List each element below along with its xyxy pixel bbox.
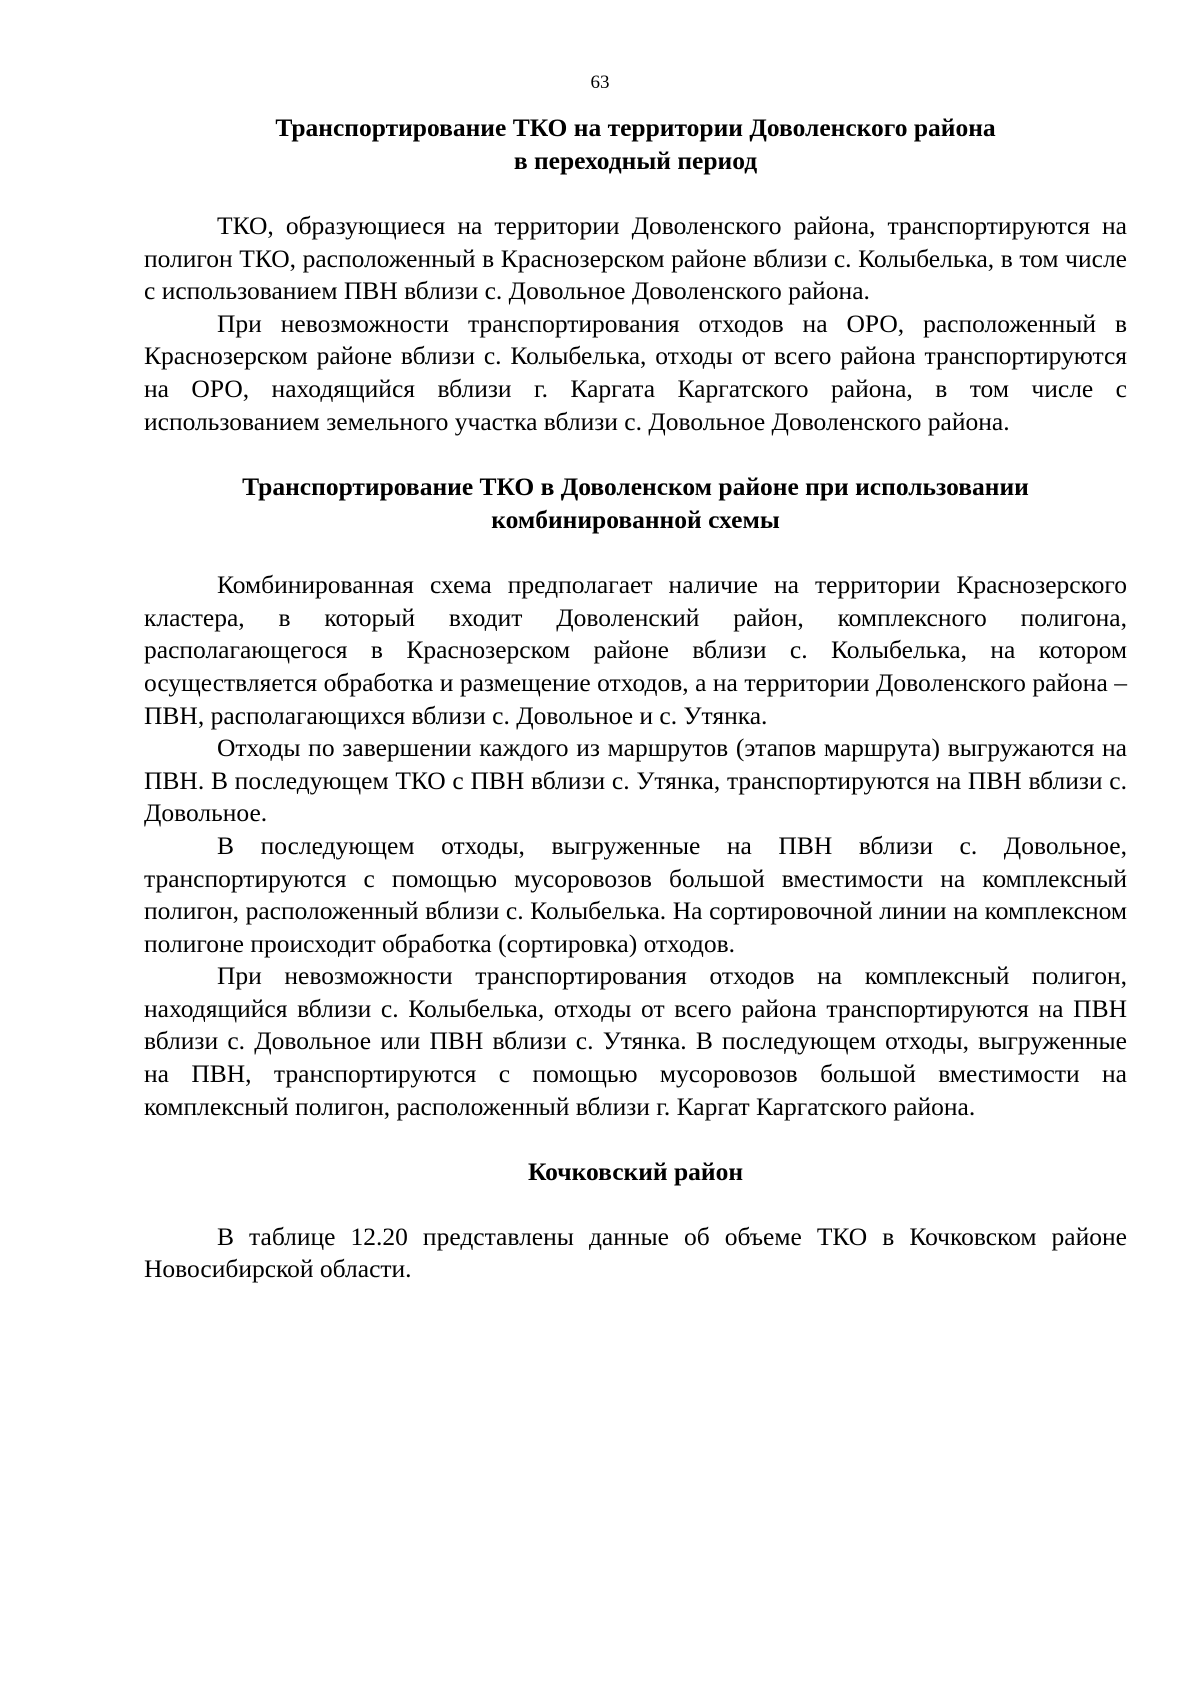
- heading-line: Транспортирование ТКО в Доволенском районе при использовании: [242, 472, 1029, 502]
- section-heading-combined-scheme: [144, 471, 1127, 536]
- page-number: 63: [590, 72, 610, 93]
- paragraph: В таблице 12.20 представлены данные об объеме ТКО в Кочковском районе Новосибирской области.: [144, 1221, 1127, 1284]
- heading-line: Транспортирование ТКО на территории Доволенского района: [275, 113, 996, 142]
- document-body: [144, 112, 1127, 1286]
- heading-line: в переходный период: [513, 145, 758, 175]
- paragraph: Комбинированная схема предполагает наличие на территории Краснозерского кластера, в который входит Доволенский район, комплексного полигона, располагающегося в Краснозерском районе вблизи с. Колыбелька, на котором осуществляется обработка и размещение отходов, а на территории Доволенского района – ПВН, располагающихся вблизи с. Довольное и с. Утянка.: [144, 570, 1127, 730]
- paragraph: При невозможности транспортирования отходов на ОРО, расположенный в Краснозерском районе вблизи с. Колыбелька, отходы от всего района транспортируются на ОРО, находящийся вблизи г. Каргата Каргатского района, в том числе с использованием земельного участка вблизи с. Довольное Доволенского района.: [144, 308, 1127, 436]
- heading-line: комбинированной схемы: [491, 504, 780, 534]
- section-heading-kochkovsky: [144, 1156, 1127, 1189]
- section-heading-dovolensk-transition: [144, 112, 1127, 177]
- paragraph: Отходы по завершении каждого из маршрутов (этапов маршрута) выгружаются на ПВН. В последующем ТКО с ПВН вблизи с. Утянка, транспортируются на ПВН вблизи с. Довольное.: [144, 733, 1127, 828]
- paragraph: В последующем отходы, выгруженные на ПВН вблизи с. Довольное, транспортируются с помощью мусоровозов большой вместимости на комплексный полигон, расположенный вблизи с. Колыбелька. На сортировочной линии на комплексном полигоне происходит обработка (сортировка) отходов.: [144, 830, 1127, 958]
- heading-line: Кочковский район: [527, 1157, 744, 1187]
- paragraph: ТКО, образующиеся на территории Доволенского района, транспортируются на полигон ТКО, расположенный в Краснозерском районе вблизи с. Колыбелька, в том числе с использованием ПВН вблизи с. Довольное Доволенского района.: [144, 211, 1127, 306]
- paragraph: При невозможности транспортирования отходов на комплексный полигон, находящийся вблизи с. Колыбелька, отходы от всего района транспортируются на ПВН вблизи с. Довольное или ПВН вблизи с. Утянка. В последующем отходы, выгруженные на ПВН, транспортируются с помощью мусоровозов большой вместимости на комплексный полигон, расположенный вблизи г. Каргат Каргатского района.: [144, 961, 1127, 1121]
